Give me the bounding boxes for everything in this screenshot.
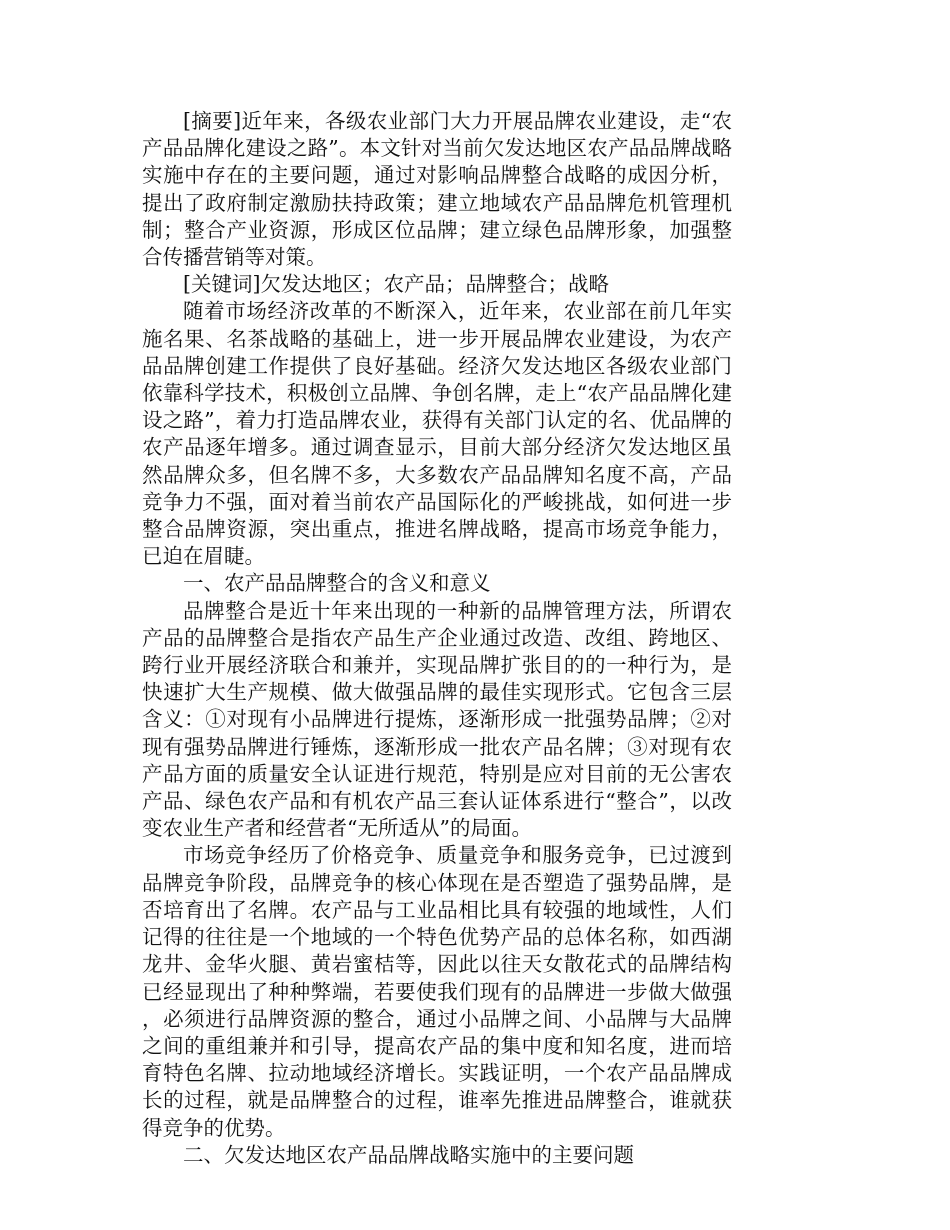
body-paragraph: 市场竞争经历了价格竞争、质量竞争和服务竞争，已过渡到品牌竞争阶段，品牌竞争的核心体现在是否塑造了强势品牌，是否培育出了名牌。农产品与工业品相比具有较强的地域性，人们记得的往往是一个地域的一个特色优势产品的总体名称，如西湖龙井、金华火腿、黄岩蜜桔等，因此以往天女散花式的品牌结构已经显现出了种种弊端，若要使我们现有的品牌进一步做大做强，必须进行品牌资源的整合，通过小品牌之间、小品牌与大品牌之间的重组兼并和引导，提高农产品的集中度和知名度，进而培育特色名牌、拉动地域经济增长。实践证明，一个农产品品牌成长的过程，就是品牌整合的过程，谁率先推进品牌整合，谁就获得竞争的优势。 [142, 843, 732, 1140]
body-paragraph: 随着市场经济改革的不断深入，近年来，农业部在前几年实施名果、名茶战略的基础上，进一步开展品牌农业建设，为农产品品牌创建工作提供了良好基础。经济欠发达地区各级农业部门依靠科学技术，积极创立品牌、争创名牌，走上“农产品品牌化建设之路”，着力打造品牌农业，获得有关部门认定的名、优品牌的农产品逐年增多。通过调查显示，目前大部分经济欠发达地区虽然品牌众多，但名牌不多，大多数农产品品牌知名度不高，产品竞争力不强，面对着当前农产品国际化的严峻挑战，如何进一步整合品牌资源，突出重点，推进名牌战略，提高市场竞争能力，已迫在眉睫。 [142, 299, 732, 569]
body-paragraph: 品牌整合是近十年来出现的一种新的品牌管理方法，所谓农产品的品牌整合是指农产品生产企业通过改造、改组、跨地区、跨行业开展经济联合和兼并，实现品牌扩张目的的一种行为，是快速扩大生产规模、做大做强品牌的最佳实现形式。它包含三层含义：①对现有小品牌进行提炼，逐渐形成一批强势品牌；②对现有强势品牌进行锤炼，逐渐形成一批农产品名牌；③对现有农产品方面的质量安全认证进行规范，特别是应对目前的无公害农产品、绿色农产品和有机农产品三套认证体系进行“整合”，以改变农业生产者和经营者“无所适从”的局面。 [142, 598, 732, 841]
section-heading: 二、欠发达地区农产品品牌战略实施中的主要问题 [183, 1142, 634, 1167]
keywords-paragraph: [关键词]欠发达地区；农产品；品牌整合；战略 [183, 272, 609, 297]
document-page [142, 108, 732, 1169]
abstract-paragraph: [摘要]近年来，各级农业部门大力开展品牌农业建设，走“农产品品牌化建设之路”。本文针对当前欠发达地区农产品品牌战略实施中存在的主要问题，通过对影响品牌整合战略的成因分析，提出了政府制定激励扶持政策；建立地域农产品品牌危机管理机制；整合产业资源，形成区位品牌；建立绿色品牌形象，加强整合传播营销等对策。 [142, 109, 732, 270]
section-heading: 一、农产品品牌整合的含义和意义 [183, 571, 491, 596]
